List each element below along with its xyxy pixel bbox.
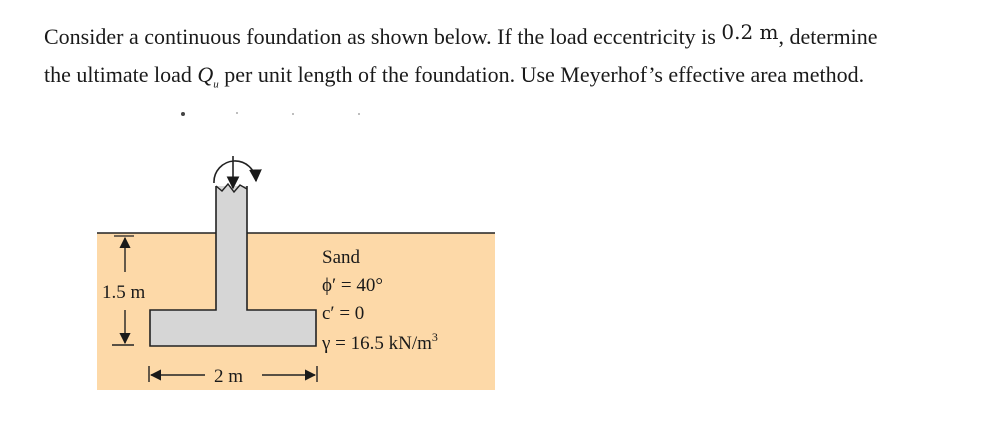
width-label: 2 m xyxy=(214,366,244,387)
soil-name-label: Sand xyxy=(322,247,360,268)
problem-text-a: Consider a continuous foundation as shown below. If the load eccentricity is xyxy=(44,24,722,49)
cohesion-label: c′ = 0 xyxy=(322,303,365,324)
depth-label: 1.5 m xyxy=(102,282,146,303)
moment-arc-icon xyxy=(214,161,256,183)
eccentricity-value: 0.2 m xyxy=(721,20,779,44)
load-symbol-subscript: u xyxy=(213,78,219,91)
unit-weight-exponent: 3 xyxy=(431,330,438,344)
problem-text-c: the ultimate load xyxy=(44,62,198,87)
problem-text-d: per unit length of the foundation. Use Meyerhof’s effective area method. xyxy=(218,62,865,87)
load-symbol-letter: Q xyxy=(197,62,214,87)
unit-weight-label xyxy=(321,330,438,354)
friction-angle-label: ϕ′ = 40° xyxy=(322,275,383,296)
unit-weight-text: γ = 16.5 kN/m xyxy=(322,333,432,354)
problem-text-b: , determine xyxy=(778,24,878,49)
